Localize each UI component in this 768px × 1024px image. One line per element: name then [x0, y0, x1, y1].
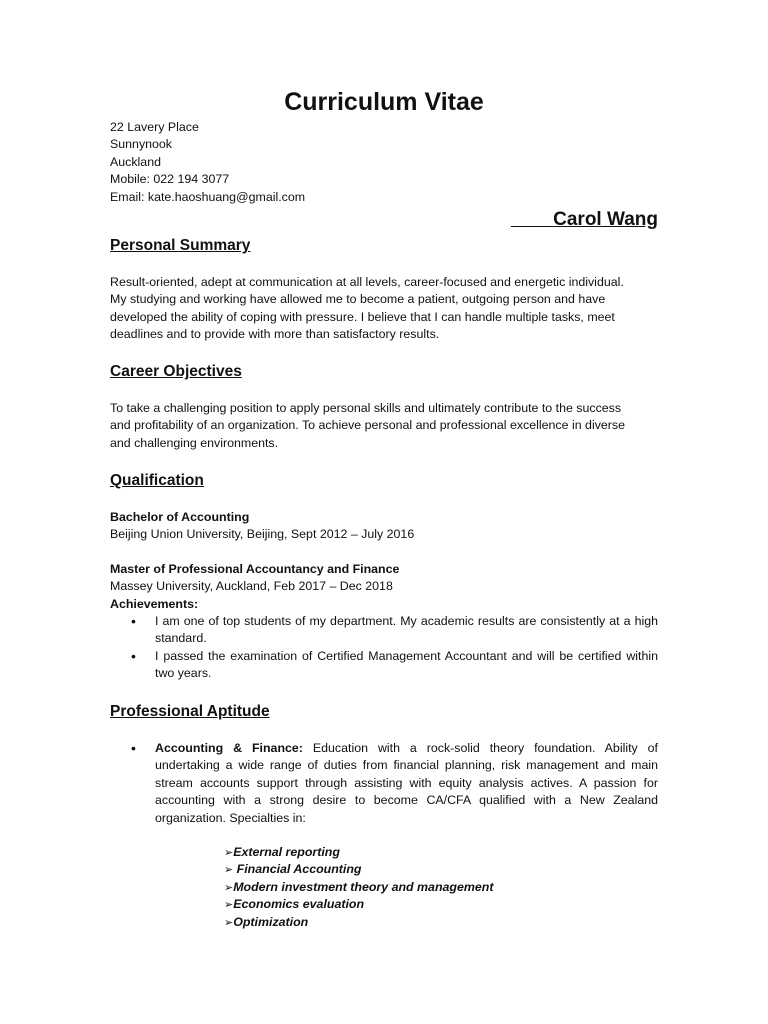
bullet-icon: •: [131, 613, 136, 629]
summary-line: Result-oriented, adept at communication at all levels, career-focused and energetic individual.: [110, 275, 624, 289]
specialty-text: Financial Accounting: [233, 862, 362, 877]
bullet-icon: •: [131, 647, 136, 664]
aptitude-item: [110, 740, 658, 827]
career-objectives-heading: Career Objectives: [110, 363, 242, 380]
achievements-list: [110, 613, 658, 683]
achievements-label: Achievements:: [110, 596, 199, 611]
arrow-bullet-icon: ➢: [224, 898, 234, 912]
professional-aptitude-heading: Professional Aptitude: [110, 703, 270, 720]
degree-name: Master of Professional Accountancy and Finance: [110, 562, 400, 576]
objectives-line: and challenging environments.: [110, 435, 279, 450]
address-block: [110, 119, 305, 206]
degree-bachelor: [110, 509, 658, 544]
specialty-text: External reporting: [233, 845, 340, 859]
bullet-icon: •: [131, 740, 136, 756]
specialty-item: [224, 861, 493, 878]
specialty-text: Economics evaluation: [233, 897, 365, 912]
specialty-item: [224, 879, 493, 896]
career-objectives-text: [110, 400, 658, 452]
specialty-item: [224, 914, 493, 931]
candidate-name-text: Carol Wang: [553, 209, 658, 230]
arrow-bullet-icon: ➢: [224, 846, 234, 859]
summary-line: developed the ability of coping with pressure. I believe that I can handle multiple tasks, meet: [110, 309, 615, 324]
aptitude-item-text: Education with a rock-solid theory foundation. Ability of undertaking a wide range of duties from financial planning, risk management and main stream accounts support through assisting with equity analysis actives. A passion for accounting with a strong desire to become CA/CFA qualified with a New Zealand organization. Specialties in:: [155, 741, 658, 825]
personal-summary-heading: Personal Summary: [110, 237, 251, 254]
specialties-list: [224, 844, 493, 931]
summary-line: My studying and working have allowed me to become a patient, outgoing person and have: [110, 292, 606, 307]
personal-summary-text: [110, 274, 658, 344]
address-line: 22 Lavery Place: [110, 120, 199, 134]
summary-line: deadlines and to provide with more than satisfactory results.: [110, 327, 440, 342]
degree-master: [110, 561, 658, 613]
achievement-item: [110, 648, 658, 683]
arrow-bullet-icon: ➢: [224, 915, 234, 929]
arrow-bullet-icon: ➢: [224, 880, 234, 894]
objectives-line: and profitability of an organization. To achieve personal and professional excellence in diverse: [110, 418, 625, 433]
achievement-text: I am one of top students of my department. My academic results are consistently at a high standard.: [155, 614, 658, 646]
aptitude-list: [110, 740, 658, 827]
mobile-line: Mobile: 022 194 3077: [110, 172, 230, 187]
specialty-text: Modern investment theory and management: [233, 879, 494, 894]
achievement-item: [110, 613, 658, 648]
address-line: Auckland: [110, 154, 161, 169]
achievement-text: I passed the examination of Certified Management Accountant and will be certified within two years.: [155, 648, 658, 681]
specialty-item: [224, 844, 493, 861]
degree-name: Bachelor of Accounting: [110, 510, 250, 524]
name-underline-lead: [511, 209, 553, 230]
objectives-line: To take a challenging position to apply personal skills and ultimately contribute to the success: [110, 401, 622, 415]
address-line: Sunnynook: [110, 137, 173, 152]
specialty-item: [224, 896, 493, 913]
degree-details: Massey University, Auckland, Feb 2017 – Dec 2018: [110, 579, 393, 594]
qualification-heading: Qualification: [110, 472, 204, 489]
arrow-bullet-icon: ➢: [224, 863, 234, 877]
aptitude-item-label: Accounting & Finance:: [155, 741, 303, 755]
specialty-text: Optimization: [233, 914, 309, 929]
candidate-name: [511, 208, 658, 232]
degree-details: Beijing Union University, Beijing, Sept 2012 – July 2016: [110, 527, 415, 542]
email-line: Email: kate.haoshuang@gmail.com: [110, 189, 306, 204]
document-title: Curriculum Vitae: [284, 88, 484, 116]
